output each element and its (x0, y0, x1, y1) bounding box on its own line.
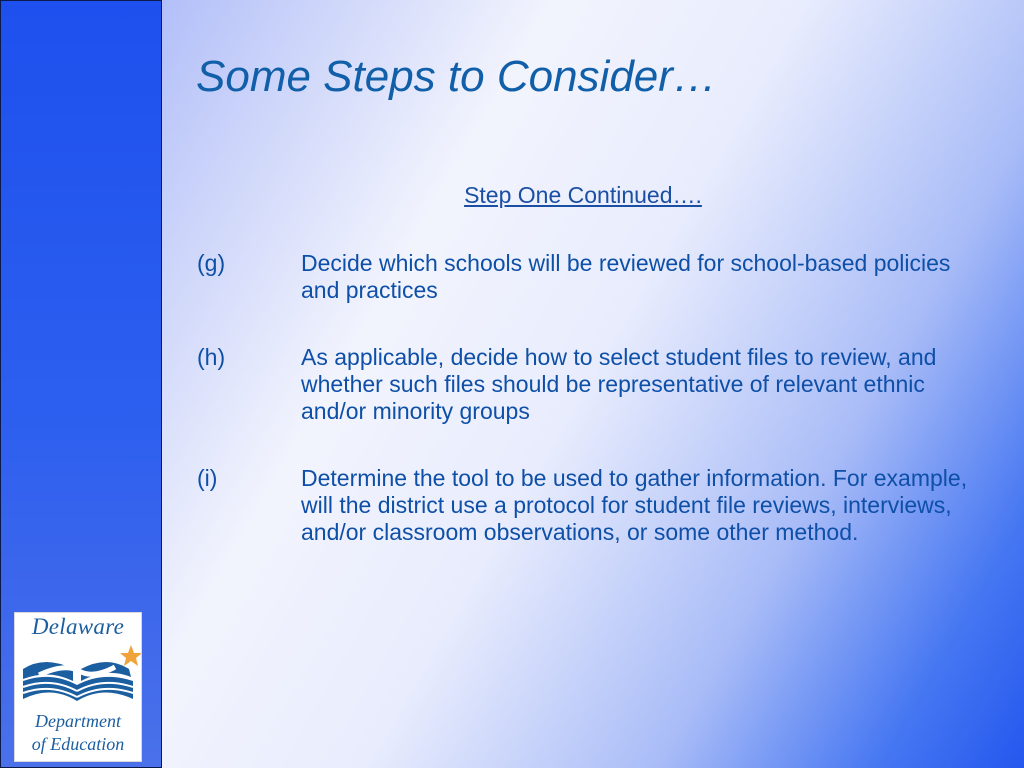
step-text: Determine the tool to be used to gather information. For example, will the district use a protocol for student file reviews, interviews, and/or classroom observations, or some other method. (301, 465, 968, 545)
slide-title: Some Steps to Consider… (196, 52, 717, 101)
logo-title: Delaware (31, 614, 125, 639)
step-text: Decide which schools will be reviewed for school-based policies and practices (301, 250, 951, 303)
step-letter: (h) (197, 344, 226, 370)
step-item-i (197, 465, 987, 546)
step-text: As applicable, decide how to select student files to review, and whether such files should be representative of relevant ethnic and/or minority groups (301, 344, 937, 424)
step-letter: (i) (197, 465, 218, 491)
step-item-h (197, 344, 987, 425)
open-book-star-icon (15, 641, 141, 711)
step-item-g (197, 250, 987, 304)
logo-department: Department (35, 711, 121, 731)
step-letter: (g) (197, 250, 226, 276)
step-subheading: Step One Continued…. (464, 182, 702, 208)
logo-of-education: of Education (31, 734, 125, 754)
delaware-doe-logo (14, 612, 142, 762)
steps-list (197, 250, 987, 546)
